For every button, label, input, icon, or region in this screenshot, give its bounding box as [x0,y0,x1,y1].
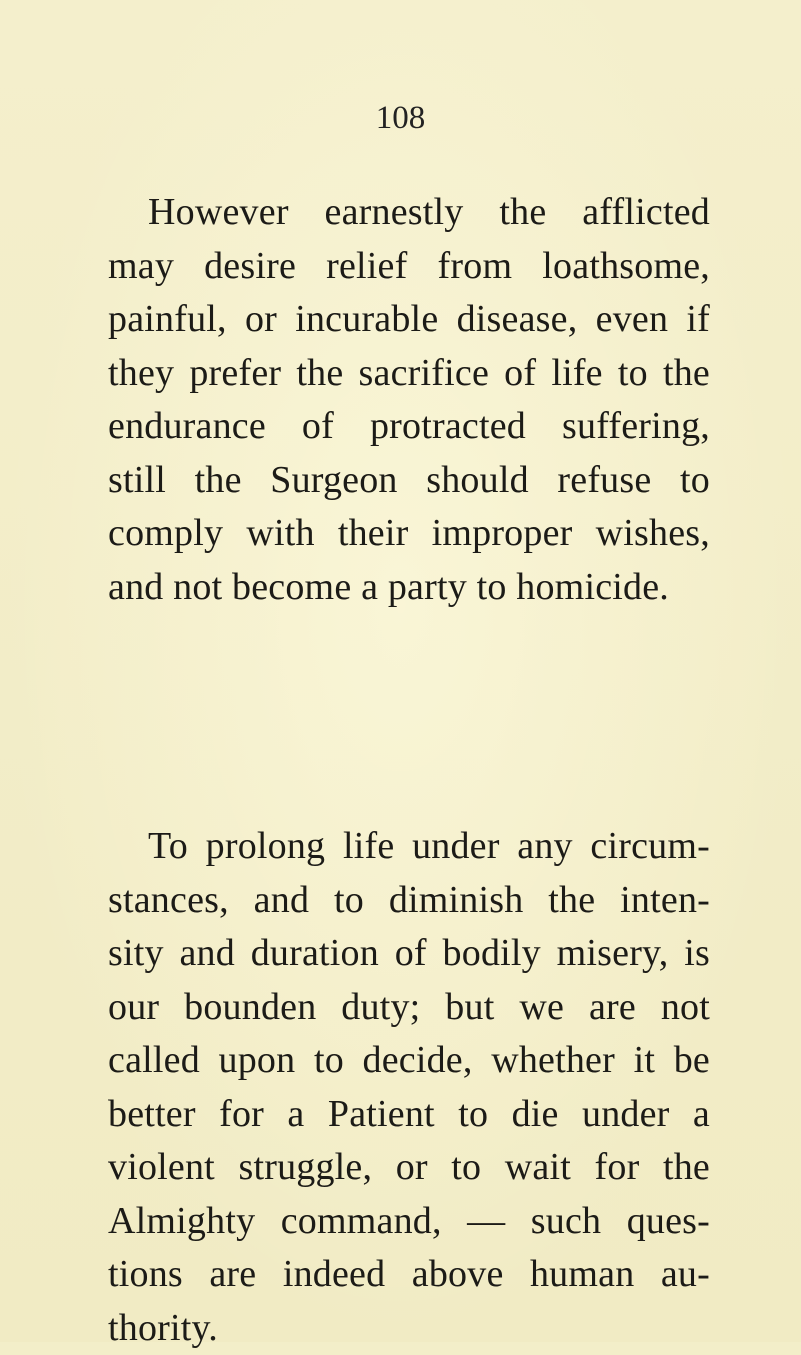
paragraph-line: our bounden duty; but we are not [108,981,710,1035]
paragraph-line: called upon to decide, whether it be [108,1034,710,1088]
paragraph-line: endurance of protracted suffering, [108,400,710,454]
paragraph-line: However earnestly the afflicted [108,186,710,240]
paragraph-line: thority. [108,1302,710,1355]
paragraph-line: stances, and to diminish the inten- [108,874,710,928]
paragraph-line: and not become a party to homicide. [108,561,710,615]
paragraph-line: tions are indeed above human au- [108,1248,710,1302]
paragraph-line: better for a Patient to die under a [108,1088,710,1142]
paragraph-2 [108,820,710,1355]
paragraph-1 [108,186,710,614]
page-number: 108 [0,100,801,136]
paragraph-line: still the Surgeon should refuse to [108,454,710,508]
paragraph-line: violent struggle, or to wait for the [108,1141,710,1195]
paragraph-line: comply with their improper wishes, [108,507,710,561]
paragraph-line: painful, or incurable disease, even if [108,293,710,347]
paragraph-line: sity and duration of bodily misery, is [108,927,710,981]
paragraph-line: Almighty command, — such ques- [108,1195,710,1249]
paragraph-line: To prolong life under any circum- [108,820,710,874]
paragraph-line: may desire relief from loathsome, [108,240,710,294]
paragraph-line: they prefer the sacrifice of life to the [108,347,710,401]
